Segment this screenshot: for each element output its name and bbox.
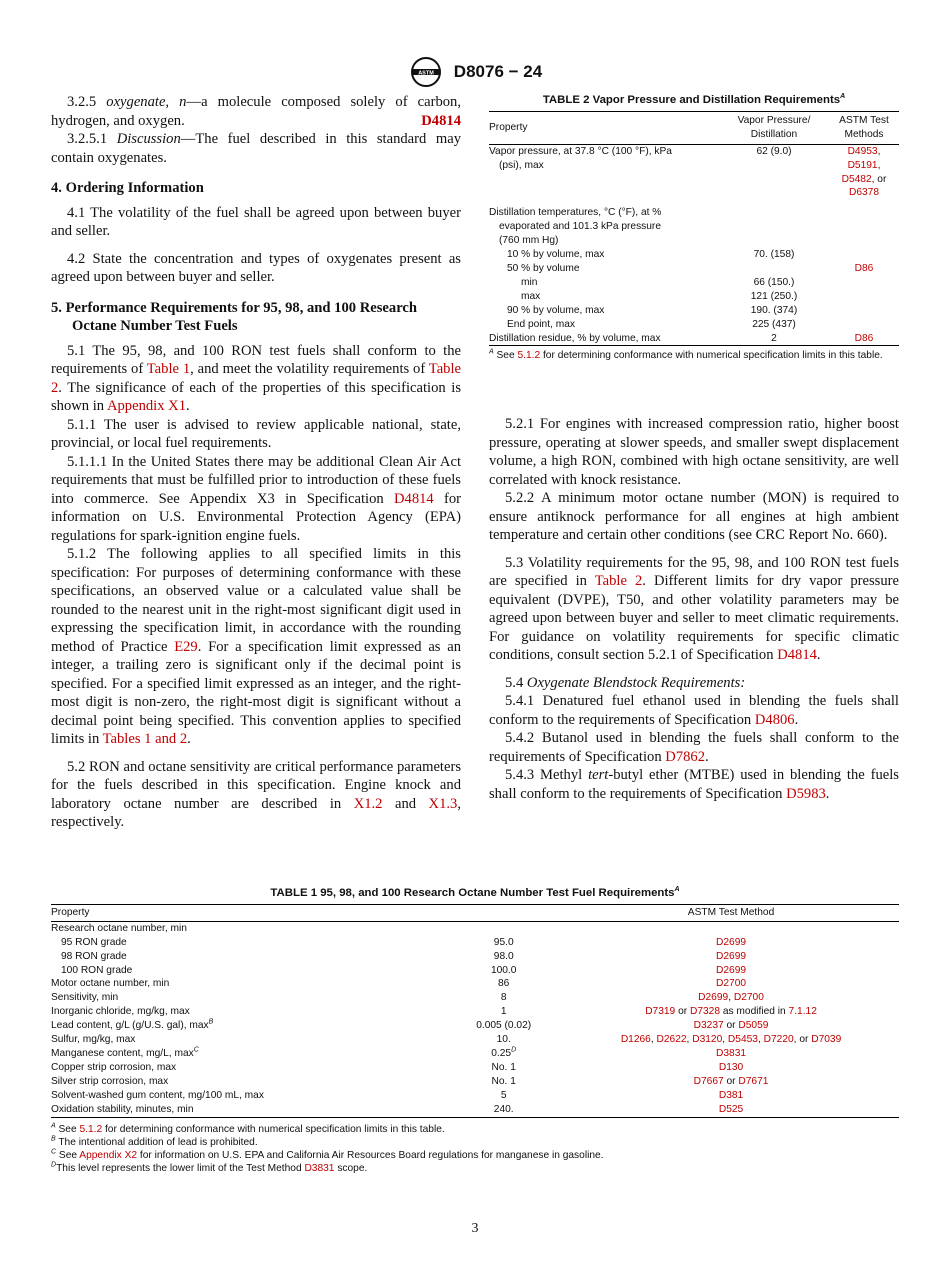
method-separator: , — [757, 1034, 764, 1046]
table-cell-method — [563, 936, 899, 950]
link-d4814[interactable]: D4814 — [777, 647, 817, 663]
link-d7328[interactable]: D7328 — [689, 1006, 720, 1018]
table-row — [51, 1103, 899, 1117]
link-7-1-12[interactable]: 7.1.12 — [788, 1006, 817, 1018]
method-separator: , — [650, 1034, 657, 1046]
table-row — [51, 991, 899, 1005]
method-separator: , — [722, 1034, 728, 1046]
link-d5482[interactable]: D5482 — [841, 173, 872, 185]
link-5-1-2[interactable]: 5.1.2 — [517, 350, 541, 362]
table-cell-property: Manganese content, mg/L, $\max^C$ — [51, 1046, 199, 1059]
para-5-4: 5.4 Oxygenate Blendstock Requirements: — [505, 674, 746, 691]
link-d7319[interactable]: D7319 — [645, 1006, 676, 1018]
table-cell-property: 100 RON grade — [61, 964, 133, 976]
table-2-grid — [489, 111, 899, 347]
table-2-header-property: Property — [489, 111, 719, 144]
table-cell-property: Motor octane number, min — [51, 978, 170, 990]
link-5-1-2[interactable]: 5.1.2 — [79, 1123, 103, 1135]
link-d7039[interactable]: D7039 — [811, 1034, 842, 1046]
table-cell-property: Solvent-washed gum content, mg/100 mL, max — [51, 1089, 264, 1101]
link-d4806[interactable]: D4806 — [754, 711, 795, 728]
table-cell-method — [563, 1075, 899, 1089]
table-row — [51, 1089, 899, 1103]
table-cell-property: Silver strip corrosion, max — [51, 1075, 169, 1087]
para-5-1: 5.1 The 95, 98, and 100 RON test fuels shall conform to the requirements of Table 1, and meet the volatility requirements of Table 2. The significance of each of the properties of this specification is shown in Appendix X1. — [51, 342, 461, 414]
table-row: Distillation temperatures, °C (°F), at % evaporated and 101.3 kPa pressure (760 mm Hg) — [489, 207, 662, 247]
link-d381[interactable]: D381 — [718, 1089, 744, 1101]
table-cell-value: 8 — [500, 992, 507, 1004]
table-cell-method — [563, 1061, 899, 1075]
table-cell-property: Sulfur, mg/kg, max — [51, 1034, 136, 1046]
table-cell-value: No. 1 — [491, 1075, 516, 1087]
link-x1-3[interactable]: X1.3 — [428, 795, 458, 812]
table-row — [51, 964, 899, 978]
para-5-4-1: 5.4.1 Denatured fuel ethanol used in blending the fuels shall conform to the requirements of Specification D4806. — [489, 693, 899, 728]
link-d2700[interactable]: D2700 — [716, 978, 747, 990]
table-1-body — [51, 921, 899, 1117]
table-cell-value — [444, 921, 563, 935]
table-row: Vapor pressure, at 37.8 °C (100 °F), kPa (psi), max 62 (9.0) D4953, D5191, D5482, or D6378 — [489, 145, 887, 199]
table-cell-property: Inorganic chloride, mg/kg, max — [51, 1006, 190, 1018]
table-cell-property: Lead content, g/L (g/U.S. gal), $\max^B$ — [51, 1018, 214, 1032]
ref-d4814[interactable]: D4814 — [421, 112, 461, 129]
table-cell-property: 98 RON grade — [61, 950, 127, 962]
link-d130[interactable]: D130 — [718, 1061, 744, 1073]
link-d4814[interactable]: D4814 — [393, 490, 434, 507]
table-row — [51, 1005, 899, 1019]
para-5-2: 5.2 RON and octane sensitivity are critical performance parameters for the fuels described in this specification. Engine knock and laboratory octane number are described in X1.2 and X1.3, respectively. — [51, 758, 461, 830]
table-cell-value: 95.0 — [493, 936, 514, 948]
link-table-1[interactable]: Table 1 — [146, 361, 191, 377]
method-separator: or — [723, 1020, 739, 1032]
table-row: End point, max 225 (437) — [507, 318, 796, 330]
link-d5983[interactable]: D5983 — [786, 785, 826, 802]
table-row — [51, 1019, 899, 1033]
link-table-2[interactable]: Table 2 — [51, 361, 461, 396]
table-2-header-methods: ASTM Test Methods — [829, 111, 899, 144]
table-cell-method — [563, 1103, 899, 1117]
table-row — [51, 1075, 899, 1089]
link-d3831[interactable]: D3831 — [716, 1047, 747, 1059]
table-row — [51, 950, 899, 964]
document-designation: D8076 − 24 — [453, 62, 543, 81]
link-d7862[interactable]: D7862 — [665, 748, 706, 765]
table-cell-value: 1 — [500, 1006, 507, 1018]
table-1-grid — [51, 904, 899, 1118]
method-separator: as modified in — [720, 1006, 789, 1018]
link-d2699[interactable]: D2699 — [716, 964, 747, 976]
link-d2699[interactable]: D2699 — [716, 936, 747, 948]
link-d2622[interactable]: D2622 — [656, 1034, 687, 1046]
table-cell-method — [563, 950, 899, 964]
table-cell-method — [563, 977, 899, 991]
link-d86[interactable]: D86 — [854, 262, 874, 274]
svg-text:ASTM: ASTM — [418, 70, 434, 77]
link-d2699[interactable]: D2699 — [716, 950, 747, 962]
para-4-2: 4.2 State the concentration and types of oxygenates present as agreed upon between buyer and seller. — [51, 250, 461, 285]
method-separator: or — [675, 1006, 690, 1018]
table-row — [51, 1047, 899, 1061]
link-d4953[interactable]: D4953 — [847, 145, 878, 157]
table-2-header-vapor: Vapor Pressure/ Distillation — [719, 111, 829, 144]
table-cell-property: Oxidation stability, minutes, min — [51, 1103, 444, 1117]
page-number: 3 — [471, 1221, 479, 1236]
table-cell-value: No. 1 — [491, 1061, 516, 1073]
table-cell-property: Research octane number, min — [51, 922, 187, 934]
link-d86[interactable]: D86 — [854, 332, 874, 344]
table-row: Distillation residue, % by volume, max 2 D86 — [489, 332, 899, 346]
footnote-a: $^A$ See 5.1.2 for determining conformance with numerical specification limits in this table. — [51, 1122, 445, 1135]
footnote-d: $^D$This level represents the lower limit of the Test Method D3831 scope. — [51, 1161, 368, 1174]
link-d2700[interactable]: D2700 — [733, 992, 764, 1004]
para-4-1: 4.1 The volatility of the fuel shall be agreed upon between buyer and seller. — [51, 204, 461, 239]
table-1 — [51, 887, 899, 1175]
link-appendix-x1[interactable]: Appendix X1 — [106, 398, 186, 414]
para-5-4-2: 5.4.2 Butanol used in blending the fuels shall conform to the requirements of Specification D7862. — [489, 730, 899, 765]
table-cell-value: 0.005 (0.02) — [476, 1020, 532, 1032]
link-d525[interactable]: D525 — [718, 1103, 744, 1115]
table-1-header-property: Property — [51, 904, 444, 921]
table-cell-value: 5 — [500, 1089, 507, 1101]
table-row: 10 % by volume, max 70. (158) — [507, 249, 795, 261]
table-cell-value: 98.0 — [493, 950, 514, 962]
table-cell-method — [563, 921, 899, 935]
table-2 — [489, 94, 899, 362]
table-1-footnotes — [51, 1123, 899, 1175]
link-d2699[interactable]: D2699 — [698, 992, 729, 1004]
method-separator: , — [728, 992, 734, 1004]
table-1-header-method: ASTM Test Method — [563, 904, 899, 921]
table-row: max 121 (250.) — [521, 290, 798, 302]
para-3-2-5-1: 3.2.5.1 Discussion—The fuel described in this standard may contain oxygenates. — [51, 131, 461, 166]
table-cell-property: Copper strip corrosion, max — [51, 1061, 177, 1073]
link-tables-1-and-2[interactable]: Tables 1 and 2 — [102, 731, 188, 747]
footnote-c: $^C$ See Appendix X2 for information on U.S. EPA and California Air Resources Board regulations for manganese in gasoline. — [51, 1148, 604, 1161]
para-5-1-1-1: 5.1.1.1 In the United States there may be additional Clean Air Act requirements that must be fulfilled prior to introduction of these fuels into commerce. See Appendix X3 in Specification D4814 for information on U.S. Environmental Protection Agency (EPA) regulations for spark-ignition engine fuels. — [51, 453, 461, 544]
section-4-title: 4. Ordering Information — [51, 180, 204, 196]
table-cell-method — [563, 1047, 899, 1061]
link-table-2[interactable]: Table 2 — [594, 573, 643, 589]
para-3-2-5: 3.2.5 oxygenate, n—a molecule composed solely of carbon, hydrogen, and oxygen. D4814 — [51, 94, 461, 129]
table-row — [51, 977, 899, 991]
para-5-3: 5.3 Volatility requirements for the 95, 98, and 100 RON test fuels are specified in Table 2. Different limits for dry vapor pressure equivalent (DVPE), T50, and other volatility parameters may be agreed upon between buyer and seller to meet climatic requirements. For guidance on volatility requirements for specific climatic conditions, consult section 5.2.1 of Specification D4814. — [489, 554, 899, 663]
table-cell-method — [563, 1005, 899, 1019]
table-cell-method — [563, 964, 899, 978]
link-d3831[interactable]: D3831 — [304, 1162, 335, 1174]
table-cell-property: Sensitivity, min — [51, 992, 119, 1004]
link-d6378[interactable]: D6378 — [848, 187, 880, 199]
link-d7671[interactable]: D7671 — [738, 1075, 769, 1087]
table-1-caption: TABLE 1 95, 98, and 100 Research Octane Number Test Fuel Requirements$^A$ — [270, 886, 680, 899]
link-x1-2[interactable]: X1.2 — [353, 795, 383, 812]
table-2-caption: TABLE 2 Vapor Pressure and Distillation Requirements$^A$ — [542, 93, 846, 106]
footnote-b: $^B$ The intentional addition of lead is prohibited. — [51, 1135, 258, 1148]
method-separator: or — [723, 1075, 739, 1087]
link-d5191[interactable]: D5191 — [847, 159, 878, 171]
table-cell-value: 10. — [496, 1034, 511, 1046]
link-d5453[interactable]: D5453 — [727, 1034, 758, 1046]
table-row: 90 % by volume, max 190. (374) — [507, 304, 798, 316]
table-cell-value: 100.0 — [490, 964, 517, 976]
left-column — [51, 93, 461, 832]
table-cell-property: 95 RON grade — [61, 936, 127, 948]
para-5-2-2: 5.2.2 A minimum motor octane number (MON) is required to ensure antiknock performance for all engines at high ambient temperature and certain other conditions (see CRC Report No. 660). — [489, 490, 899, 543]
table-row — [51, 921, 899, 935]
table-cell-method — [563, 1033, 899, 1047]
link-d7220[interactable]: D7220 — [763, 1034, 794, 1046]
table-cell-value: $0.25^D$ — [491, 1046, 517, 1059]
link-d5059[interactable]: D5059 — [738, 1020, 769, 1032]
right-column — [489, 415, 899, 803]
method-separator: , — [686, 1034, 693, 1046]
astm-logo-icon — [408, 56, 444, 88]
table-cell-method — [563, 1089, 899, 1103]
para-5-1-1: 5.1.1 The user is advised to review applicable national, state, provincial, or local fuel requirements. — [51, 416, 461, 451]
table-row: min 66 (150.) — [521, 276, 795, 288]
table-cell-value: 86 — [498, 978, 510, 990]
para-5-2-1: 5.2.1 For engines with increased compression ratio, higher boost pressure, operating at slower speeds, and smaller swept displacement volume, a high RON, combined with high octane sensitivity, are well correlated with knock resistance. — [489, 416, 899, 488]
link-d3120[interactable]: D3120 — [692, 1034, 723, 1046]
table-cell-value: 240. — [444, 1103, 563, 1117]
table-cell-method — [563, 991, 899, 1005]
table-row: 50 % by volume D86 — [507, 262, 874, 274]
table-row — [51, 1061, 899, 1075]
table-cell-method — [563, 1019, 899, 1033]
section-5-title: 5. Performance Requirements for 95, 98, and 100 Research Octane Number Test Fuels — [51, 299, 417, 334]
link-d1266[interactable]: D1266 — [620, 1034, 651, 1046]
method-separator: , or — [793, 1034, 812, 1046]
link-d3237[interactable]: D3237 — [693, 1020, 724, 1032]
para-5-1-2: 5.1.2 The following applies to all specified limits in this specification: For purposes of determining conformance with these specifications, an observed value or a calculated value shall be rounded to the nearest unit in the right-most significant digit used in expressing the specification limit, in accordance with the rounding method of Practice E29. For a specification limit expressed as an integer, a trailing zero is significant only if the decimal point is specified. For a specified limit expressed as an integer, and the right-most digit is non-zero, the right-most digit is significant without a decimal point being specified. This convention applies to specified limits in Tables 1 and 2. — [51, 546, 462, 747]
page-header — [0, 56, 950, 88]
para-5-4-3: 5.4.3 Methyl tert-butyl ether (MTBE) used in blending the fuels shall conform to the requirements of Specification D5983. — [489, 767, 899, 802]
table-row — [51, 936, 899, 950]
link-appendix-x2[interactable]: Appendix X2 — [79, 1149, 138, 1161]
link-d7667[interactable]: D7667 — [693, 1075, 724, 1087]
link-e29[interactable]: E29 — [174, 638, 198, 655]
table-row — [51, 1033, 899, 1047]
table-2-footnote: $^A$ See 5.1.2 for determining conformance with numerical specification limits in this table. — [489, 349, 883, 362]
